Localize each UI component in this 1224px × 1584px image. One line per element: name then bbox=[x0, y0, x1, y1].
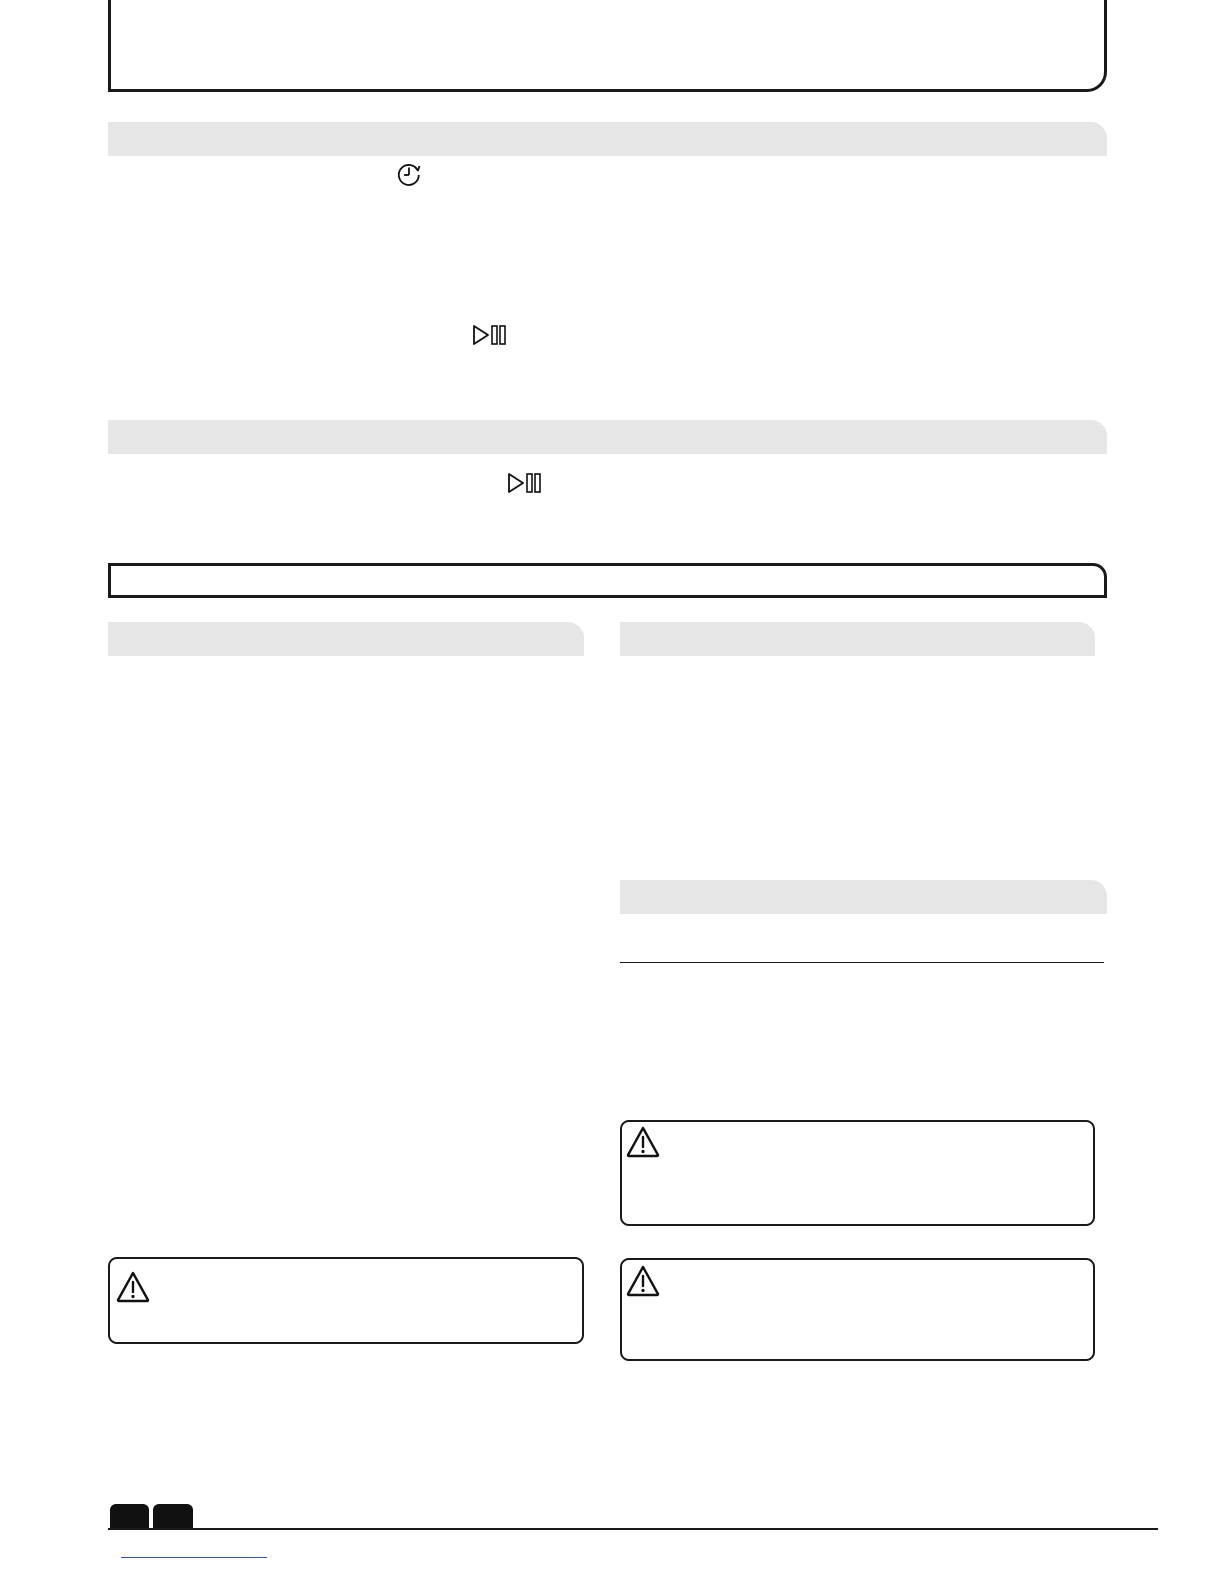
warning-icon bbox=[625, 1264, 661, 1298]
section-header-band bbox=[108, 420, 1107, 454]
page-title-frame bbox=[108, 0, 1107, 92]
footer-tab bbox=[153, 1504, 193, 1530]
divider-line bbox=[620, 962, 1104, 963]
warning-icon bbox=[625, 1125, 661, 1159]
warning-box bbox=[620, 1120, 1095, 1226]
chapter-title-frame bbox=[108, 563, 1107, 598]
start-pause-icon bbox=[472, 324, 508, 346]
right-column-subheader-band bbox=[620, 880, 1107, 914]
right-column-header-band bbox=[620, 622, 1095, 656]
footer-tab bbox=[110, 1504, 149, 1530]
footer-link-underline[interactable] bbox=[121, 1557, 267, 1558]
section-header-band bbox=[108, 122, 1107, 156]
warning-box bbox=[108, 1257, 584, 1344]
start-pause-icon bbox=[507, 472, 543, 494]
left-column-header-band bbox=[108, 622, 584, 656]
footer-rule bbox=[108, 1528, 1158, 1530]
warning-box bbox=[620, 1258, 1095, 1361]
warning-icon bbox=[115, 1270, 151, 1304]
delay-timer-icon bbox=[396, 161, 422, 187]
